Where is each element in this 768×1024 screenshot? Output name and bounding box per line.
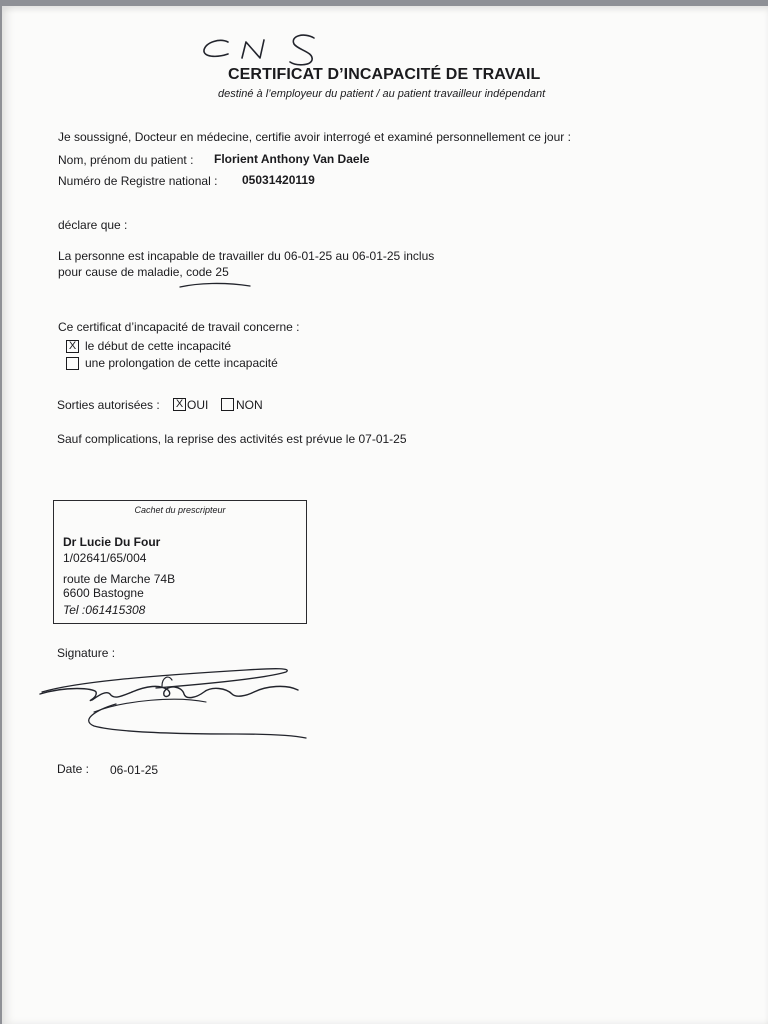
certificate-subtitle: destiné à l’employeur du patient / au patient travailleur indépendant	[218, 88, 546, 100]
resume-statement: Sauf complications, la reprise des activités est prévue le 07-01-25	[57, 432, 407, 446]
checkbox-outings-non[interactable]	[221, 398, 234, 411]
outings-label: Sorties autorisées :	[57, 398, 160, 412]
declaration-label: déclare que :	[58, 218, 128, 232]
checkbox-debut-incapacite[interactable]: X	[66, 340, 79, 353]
option-prolongation-incapacite-label: une prolongation de cette incapacité	[85, 356, 278, 370]
doctor-name: Dr Lucie Du Four	[63, 535, 161, 549]
outings-non-label: NON	[236, 398, 263, 412]
incapacity-period: La personne est incapable de travailler du 06-01-25 au 06-01-25 inclus	[58, 249, 435, 263]
signature-label: Signature :	[57, 646, 116, 660]
checkbox-outings-oui[interactable]: X	[173, 398, 186, 411]
prescriber-stamp-box	[53, 500, 307, 624]
certificate-page	[2, 6, 768, 1024]
doctor-address-street: route de Marche 74B	[63, 572, 176, 586]
certificate-title: CERTIFICAT D’INCAPACITÉ DE TRAVAIL	[228, 66, 541, 83]
date-value: 06-01-25	[110, 763, 159, 777]
option-debut-incapacite-label: le début de cette incapacité	[85, 339, 232, 353]
concerns-label: Ce certificat d’incapacité de travail concerne :	[58, 320, 300, 334]
doctor-inami-number: 1/02641/65/004	[63, 551, 147, 565]
outings-oui-label: OUI	[187, 398, 209, 412]
intro-statement: Je soussigné, Docteur en médecine, certifie avoir interrogé et examiné personnellement ce jour :	[58, 130, 571, 144]
registry-number-value: 05031420119	[242, 173, 315, 187]
patient-name-value: Florient Anthony Van Daele	[214, 152, 370, 166]
date-label: Date :	[57, 762, 90, 776]
handwritten-underline	[178, 280, 252, 290]
doctor-phone: Tel :061415308	[63, 603, 146, 617]
stamp-title: Cachet du prescripteur	[134, 505, 226, 515]
patient-name-label: Nom, prénom du patient :	[58, 153, 194, 167]
registry-number-label: Numéro de Registre national :	[58, 174, 218, 188]
doctor-address-city: 6600 Bastogne	[63, 586, 144, 600]
checkbox-prolongation-incapacite[interactable]	[66, 357, 79, 370]
doctor-signature	[36, 656, 312, 740]
incapacity-reason: pour cause de maladie, code 25	[58, 265, 229, 279]
